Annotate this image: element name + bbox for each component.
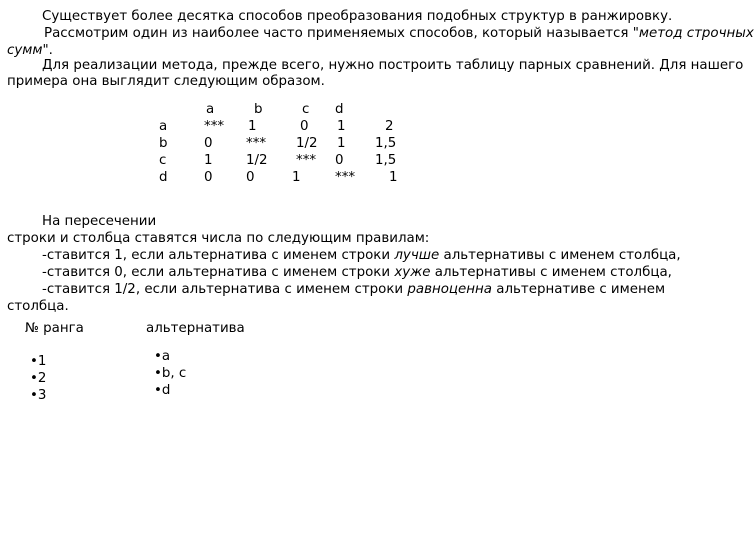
col-header-b: b [254,102,263,117]
matrix-cell: 0 [335,153,344,168]
bullet-icon: • [154,349,162,364]
matrix-cell: 1/2 [296,136,318,151]
rule-better: -ставится 1, если альтернатива с именем строки лучше альтернативы с именем столбца, [42,248,681,263]
matrix-cell: 0 [246,170,255,185]
row-sum: 2 [385,119,394,134]
matrix-cell: 0 [300,119,309,134]
matrix-cell: 1 [292,170,301,185]
matrix-cell: 0 [204,170,213,185]
bullet-icon: • [154,383,162,398]
matrix-cell: *** [335,170,356,185]
row-label-b: b [159,136,168,151]
intro-line-4: Для реализации метода, прежде всего, нужно построить таблицу парных сравнений. Для нашего [42,58,744,73]
intro-line-5: примера она выглядит следующим образом. [7,74,325,89]
matrix-cell: *** [296,153,317,168]
list-item: •b, c [154,366,187,381]
matrix-cell: 1 [248,119,257,134]
list-item: •a [154,349,171,364]
matrix-cell: 0 [204,136,213,151]
alternative-header: альтернатива [146,321,245,336]
row-sum: 1,5 [375,153,397,168]
list-item: •d [154,383,171,398]
row-sum: 1,5 [375,136,397,151]
matrix-cell: 1 [337,119,346,134]
intro-line-1: Существует более десятка способов преобразования подобных структур в ранжировку. [42,9,673,24]
list-item: •3 [30,388,47,403]
list-item: •2 [30,371,47,386]
matrix-cell: *** [204,119,225,134]
col-header-d: d [335,102,344,117]
rules-line-1: На пересечении [42,214,157,229]
rule-worse: -ставится 0, если альтернатива с именем строки хуже альтернативы с именем столбца, [42,265,672,280]
matrix-cell: 1 [204,153,213,168]
rule-equal-cont: столбца. [7,299,69,314]
list-item: •1 [30,354,47,369]
row-sum: 1 [389,170,398,185]
rank-header: № ранга [25,321,84,336]
bullet-icon: • [30,371,38,386]
col-header-a: a [206,102,215,117]
bullet-icon: • [30,354,38,369]
intro-line-2: Рассмотрим один из наиболее часто применяемых способов, который называется "метод строчных [44,26,754,41]
row-label-c: c [159,153,167,168]
matrix-cell: 1/2 [246,153,268,168]
rules-line-2: строки и столбца ставятся числа по следующим правилам: [7,231,430,246]
intro-line-3: сумм". [7,43,53,58]
bullet-icon: • [154,366,162,381]
matrix-cell: *** [246,136,267,151]
rule-equal: -ставится 1/2, если альтернатива с именем строки равноценна альтернативе с именем [42,282,666,297]
bullet-icon: • [30,388,38,403]
row-label-d: d [159,170,168,185]
matrix-cell: 1 [337,136,346,151]
col-header-c: c [302,102,310,117]
row-label-a: a [159,119,168,134]
